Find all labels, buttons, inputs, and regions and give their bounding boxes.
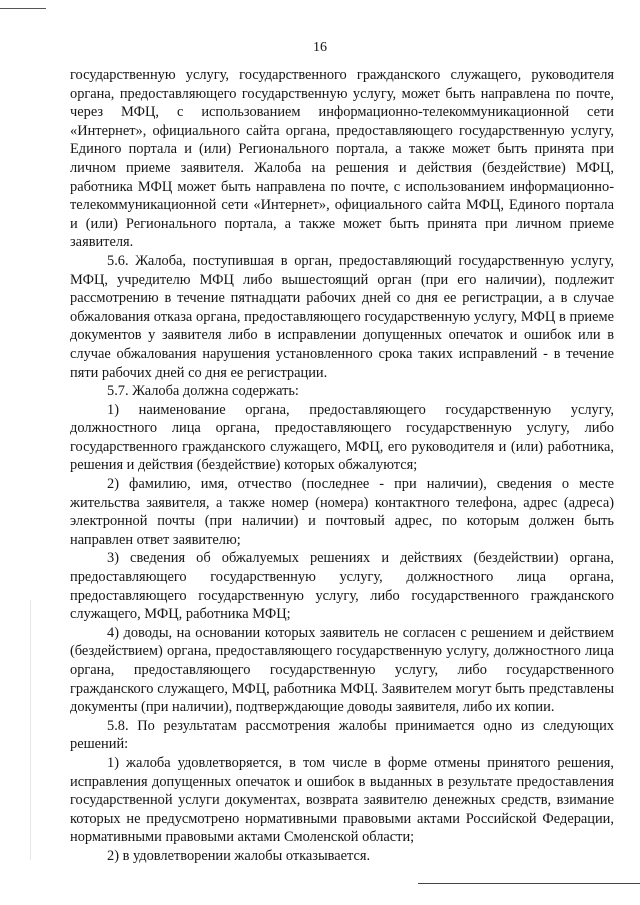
list-item-5-8-1: 1) жалоба удовлетворяется, в том числе в форме отмены принятого решения, исправления допущенных опечаток и ошибок в выданных в результате предоставления государственной услуги документах, возврата заявителю денежных средств, взимание которых не предусмотрено нормативными правовыми актами Российской Федерации, нормативными правовыми актами Смоленской области;: [70, 754, 614, 846]
list-item-5-7-4: 4) доводы, на основании которых заявитель не согласен с решением и действием (бездействием) органа, предоставляющего государственную услугу, должностного лица органа, предоставляющего государственную услугу, либо государственного гражданского служащего, МФЦ, работника МФЦ. Заявителем могут быть представлены документы (при наличии), подтверждающие доводы заявителя, либо их копии.: [70, 624, 614, 716]
page-number: 16: [313, 40, 327, 55]
paragraph-5-6: 5.6. Жалоба, поступившая в орган, предоставляющий государственную услугу, МФЦ, учредителю МФЦ либо вышестоящий орган (при его наличии), подлежит рассмотрению в течение пятнадцати рабочих дней со дня ее регистрации, а в случае обжалования отказа органа, предоставляющего государственную услугу, МФЦ в приеме документов у заявителя либо в исправлении допущенных опечаток и ошибок или в случае обжалования нарушения установленного срока таких исправлений - в течение пяти рабочих дней со дня ее регистрации.: [70, 252, 614, 381]
list-item-5-8-2: 2) в удовлетворении жалобы отказывается.: [107, 847, 371, 864]
paragraph-5-7: 5.7. Жалоба должна содержать:: [107, 383, 299, 400]
document-body: [70, 66, 614, 866]
paragraph-5-8: 5.8. По результатам рассмотрения жалобы принимается одно из следующих решений:: [70, 717, 614, 753]
list-item-5-7-2: 2) фамилию, имя, отчество (последнее - при наличии), сведения о месте жительства заявителя, а также номер (номера) контактного телефона, адрес (адреса) электронной почты (при наличии) и почтовый адрес, по которым должен быть направлен ответ заявителю;: [70, 476, 614, 548]
list-item-5-7-1: 1) наименование органа, предоставляющего государственную услугу, должностного лица органа, предоставляющего государственную услугу, либо государственного гражданского служащего, МФЦ, его руководителя и (или) работника, решения и действия (бездействие) которых обжалуются;: [70, 401, 614, 474]
scan-artifact-bottom-line: [418, 883, 640, 884]
scan-artifact-left-edge: [30, 600, 31, 860]
list-item-5-7-3: 3) сведения об обжалуемых решениях и действиях (бездействии) органа, предоставляющего государственную услугу, должностного лица органа, предоставляющего государственную услугу, либо государственного гражданского служащего, МФЦ, работника МФЦ;: [70, 550, 614, 623]
scan-artifact-top-line: [0, 8, 46, 9]
paragraph-continuation: государственную услугу, государственного гражданского служащего, руководителя органа, предоставляющего государственную услугу, может быть направлена по почте, через МФЦ, с использованием информационно-телекоммуникационной сети «Интернет», официального сайта органа, предоставляющего государственную услугу, Единого портала и (или) Регионального портала, а также может быть принята при личном приеме заявителя. Жалоба на решения и действия (бездействие) МФЦ, работника МФЦ может быть направлена по почте, с использованием информационно-телекоммуникационной сети «Интернет», официального сайта МФЦ, Единого портала и (или) Регионального портала, а также может быть принята при личном приеме заявителя.: [70, 67, 614, 251]
